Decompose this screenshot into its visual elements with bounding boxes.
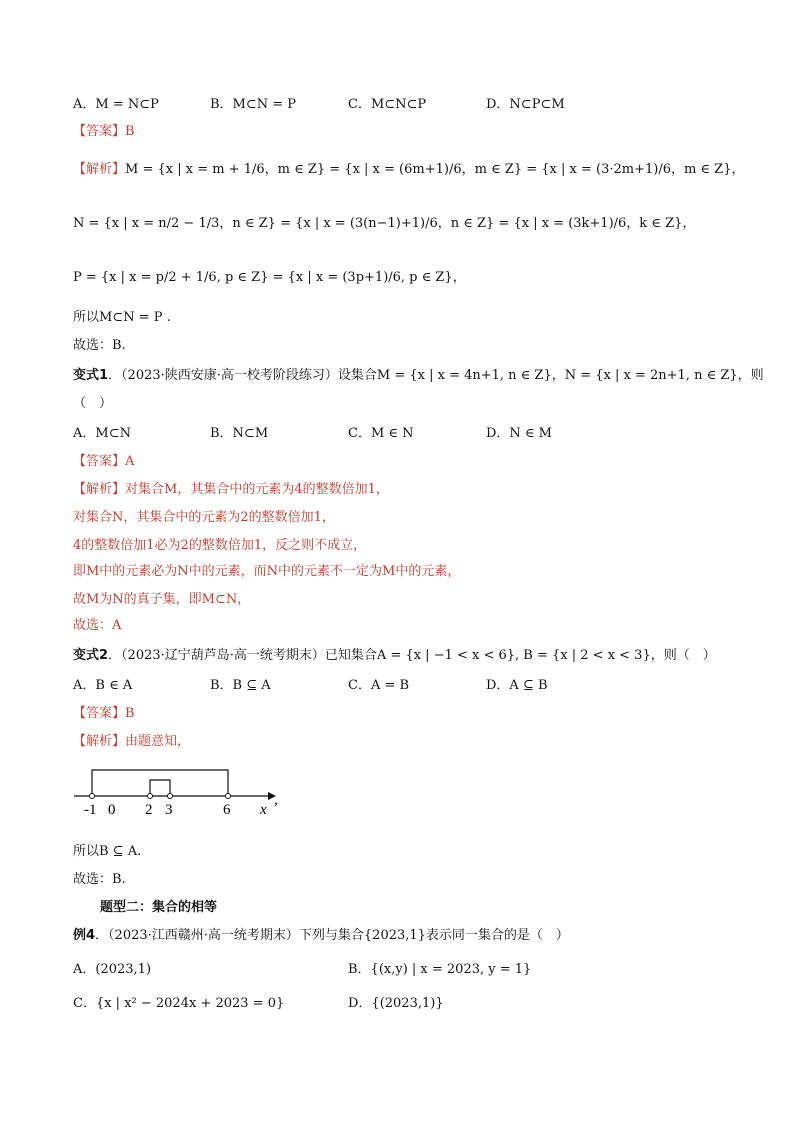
q1-analysis-line-2: N = {x | x = n/2 − 1/3，n ∈ Z} = {x | x = (3(n−1)+1)/6，n ∈ Z} = {x | x = (3k+1)/6，k ∈ Z}， xyxy=(73,216,696,231)
answer-value: B xyxy=(125,124,135,139)
tick-label-neg1: -1 xyxy=(84,802,97,818)
q1-option-b: B．M⊂N = P xyxy=(210,97,297,112)
variant-1-analysis-4: 即M中的元素必为N中的元素，而N中的元素不一定为M中的元素， xyxy=(73,564,461,579)
variant-1-option-c: C．M ∈ N xyxy=(348,426,414,441)
variant-1-analysis-3: 4的整数倍加1必为2的整数倍加1，反之则不成立， xyxy=(73,538,367,553)
variant-2-option-a: A．B ∈ A xyxy=(73,678,133,693)
q1-analysis-line-4: 所以M⊂N = P . xyxy=(73,310,171,325)
variant-2-text: ．（2023·辽宁葫芦岛·高一统考期末）已知集合A = {x | −1 < x < 6}, B = {x | 2 < x < 3}，则（ ） xyxy=(108,648,716,663)
set-a-bracket xyxy=(92,770,228,796)
example-4-option-a: A．(2023,1) xyxy=(73,962,152,977)
q1-option-c: C．M⊂N⊂P xyxy=(348,97,427,112)
variant-2-answer xyxy=(73,704,135,724)
variant-1-analysis-6: 故选：A xyxy=(73,618,122,633)
variant-1-option-d: D．N ∈ M xyxy=(486,426,552,441)
variant-1-analysis-2: 对集合N，其集合中的元素为2的整数倍加1， xyxy=(73,510,335,525)
q1-option-d: D．N⊂P⊂M xyxy=(486,97,565,112)
open-point-2 xyxy=(148,794,153,799)
variant-1-option-b: B．N⊂M xyxy=(210,426,269,441)
tick-label-0: 0 xyxy=(108,802,116,818)
example-4-option-d: D．{(2023,1)} xyxy=(348,996,444,1011)
open-point-6 xyxy=(226,794,231,799)
variant-1-label: 变式1 xyxy=(73,368,109,383)
analysis-formula-m: M = {x | x = m + 1/6，m ∈ Z} = {x | x = (6m+1)/6，m ∈ Z} = {x | x = (3·2m+1)/6，m ∈ Z}， xyxy=(125,162,745,177)
axis-variable-label: x xyxy=(260,802,267,818)
example-4-option-b: B．{(x,y) | x = 2023, y = 1} xyxy=(348,962,532,977)
variant-1-analysis-5: 故M为N的真子集，即M⊂N， xyxy=(73,592,251,607)
variant-2-question xyxy=(73,646,716,666)
variant-1-paren: （ ） xyxy=(73,396,113,411)
analysis-text: 对集合M，其集合中的元素为4的整数倍加1， xyxy=(125,482,389,497)
variant-1-question xyxy=(73,366,764,386)
q1-analysis-line-5: 故选：B. xyxy=(73,338,126,353)
variant-2-analysis-1 xyxy=(73,732,190,752)
answer-tag: 【答案】 xyxy=(73,706,126,721)
q1-answer xyxy=(73,122,135,142)
answer-tag: 【答案】 xyxy=(73,124,126,139)
example-4-question xyxy=(73,926,569,946)
number-line-diagram xyxy=(70,762,290,822)
variant-1-answer xyxy=(73,452,134,472)
tick-label-3: 3 xyxy=(165,802,173,818)
variant-2-option-b: B．B ⊆ A xyxy=(210,678,271,693)
answer-tag: 【答案】 xyxy=(73,454,126,469)
variant-2-analysis-3: 故选：B. xyxy=(73,872,126,887)
variant-2-label: 变式2 xyxy=(73,648,109,663)
example-4-label: 例4 xyxy=(73,928,96,943)
analysis-tag: 【解析】 xyxy=(73,482,126,497)
analysis-text: 由题意知， xyxy=(125,734,191,749)
tick-label-6: 6 xyxy=(223,802,231,818)
example-4-option-c: C．{x | x² − 2024x + 2023 = 0} xyxy=(73,996,285,1011)
open-point-3 xyxy=(168,794,173,799)
q1-analysis-line-1 xyxy=(73,160,744,180)
answer-value: B xyxy=(125,706,135,721)
set-b-bracket xyxy=(150,780,170,796)
answer-value: A xyxy=(125,454,135,469)
example-4-text: ．（2023·江西赣州·高一统考期末）下列与集合{2023,1}表示同一集合的是（ ） xyxy=(95,928,569,943)
variant-2-analysis-2: 所以B ⊆ A. xyxy=(73,844,142,859)
open-point-neg1 xyxy=(90,794,95,799)
variant-2-option-d: D．A ⊆ B xyxy=(486,678,548,693)
variant-1-text: ．（2023·陕西安康·高一校考阶段练习）设集合M = {x | x = 4n+1, n ∈ Z}，N = {x | x = 2n+1, n ∈ Z}，则 xyxy=(108,368,764,383)
analysis-tag: 【解析】 xyxy=(73,162,126,177)
analysis-tag: 【解析】 xyxy=(73,734,126,749)
variant-2-option-c: C．A = B xyxy=(348,678,410,693)
trailing-comma: , xyxy=(274,792,278,808)
tick-label-2: 2 xyxy=(145,802,153,818)
variant-1-analysis-1 xyxy=(73,480,389,500)
variant-1-option-a: A．M⊂N xyxy=(73,426,131,441)
section-heading: 题型二：集合的相等 xyxy=(100,900,218,915)
q1-analysis-line-3: P = {x | x = p/2 + 1/6, p ∈ Z} = {x | x = (3p+1)/6, p ∈ Z}， xyxy=(73,270,466,285)
q1-option-a: A．M = N⊂P xyxy=(73,97,159,112)
